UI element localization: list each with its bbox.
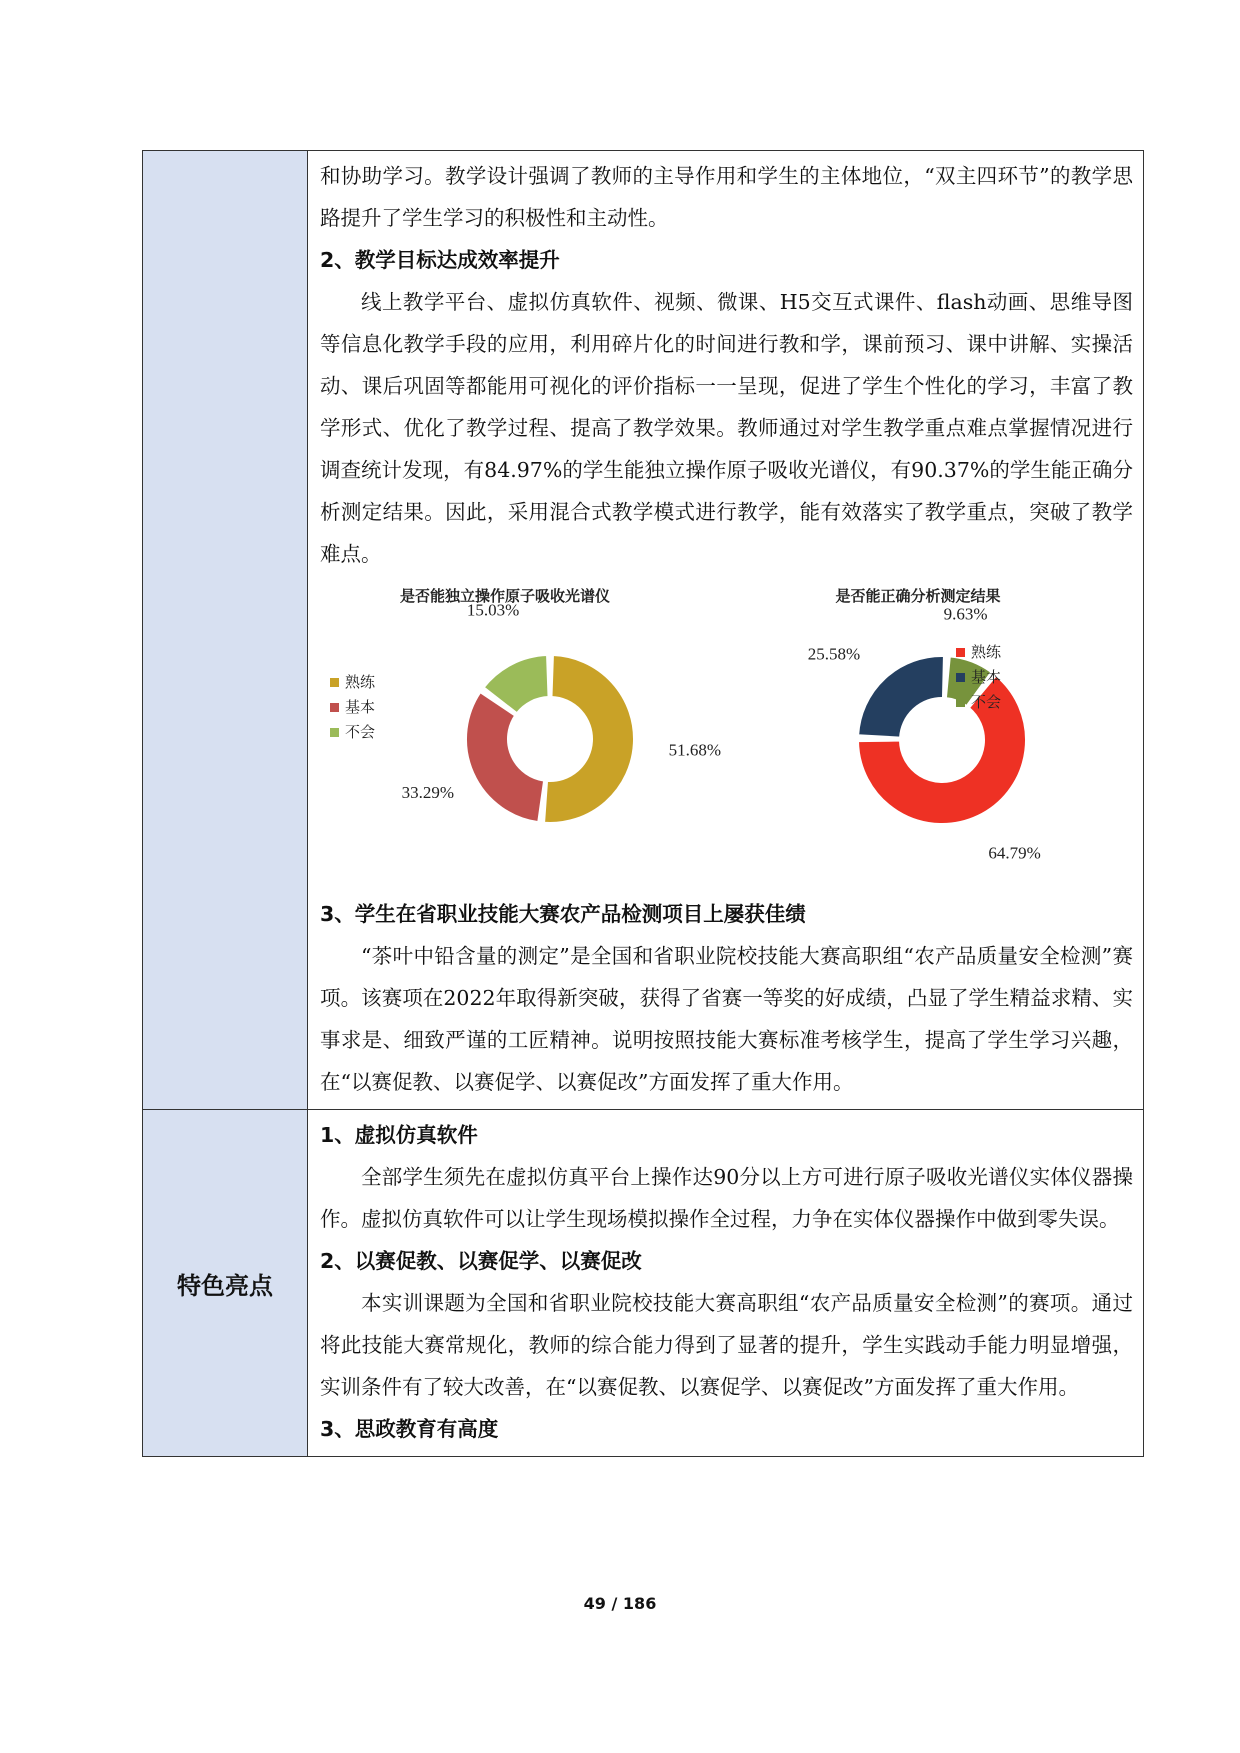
legend-swatch [956, 698, 965, 707]
donut-charts [320, 575, 1140, 893]
donut-slice-1 [544, 655, 634, 823]
slice-data-label: 15.03% [466, 600, 520, 620]
content-table [142, 150, 1144, 1457]
row-label-empty [143, 151, 308, 1110]
heading-virtual-sim: 1、虚拟仿真软件 [320, 1123, 478, 1147]
legend-entry: 不会 [345, 723, 376, 741]
chart-title: 是否能独立操作原子吸收光谱仪 [399, 587, 611, 605]
slice-data-label: 9.63% [943, 604, 988, 624]
paragraph-competition: “茶叶中铅含量的测定”是全国和省职业院校技能大赛高职组“农产品质量安全检测”赛项。该赛项在2022年取得新突破，获得了省赛一等奖的好成绩，凸显了学生精益求精、实事求是、细致严谨的工匠精神。说明按照技能大赛标准考核学生，提高了学生学习兴趣，在“以赛促教、以赛促学、以赛促改”方面发挥了重大作用。 [320, 944, 1133, 1094]
heading-competition: 3、学生在省职业技能大赛农产品检测项目上屡获佳绩 [320, 902, 806, 926]
charts-area [320, 575, 1133, 893]
heading-competition-driven: 2、以赛促教、以赛促学、以赛促改 [320, 1249, 642, 1273]
heading-teaching-goals: 2、教学目标达成效率提升 [320, 248, 560, 272]
chart-title: 是否能正确分析测定结果 [835, 587, 1001, 605]
highlights-content [308, 1110, 1144, 1457]
legend-swatch [956, 648, 965, 657]
table-row-highlights [143, 1110, 1144, 1457]
donut-slice-2 [858, 656, 944, 738]
paragraph-virtual-sim: 全部学生须先在虚拟仿真平台上操作达90分以上方可进行原子吸收光谱仪实体仪器操作。虚拟仿真软件可以让学生现场模拟操作全过程，力争在实体仪器操作中做到零失误。 [320, 1165, 1133, 1231]
highlights-label: 特色亮点 [177, 1271, 273, 1300]
legend-entry: 熟练 [345, 673, 376, 691]
row-label-highlights [143, 1110, 308, 1457]
slice-data-label: 25.58% [807, 644, 861, 664]
legend-entry: 基本 [345, 698, 376, 716]
slice-data-label: 64.79% [988, 843, 1041, 863]
paragraph-competition-driven: 本实训课题为全国和省职业院校技能大赛高职组“农产品质量安全检测”的赛项。通过将此技能大赛常规化，教师的综合能力得到了显著的提升，学生实践动手能力明显增强，实训条件有了较大改善，在“以赛促教、以赛促学、以赛促改”方面发挥了重大作用。 [320, 1291, 1133, 1399]
legend-swatch [330, 678, 339, 687]
legend-entry: 基本 [971, 668, 1002, 686]
donut-slice-2 [466, 692, 544, 822]
outcomes-content [308, 151, 1144, 1110]
table-row-outcomes [143, 151, 1144, 1110]
page-number: 49 / 186 [583, 1594, 657, 1613]
slice-data-label: 51.68% [668, 740, 722, 760]
legend-entry: 熟练 [971, 643, 1002, 661]
legend-swatch [330, 728, 339, 737]
legend-swatch [956, 673, 965, 682]
legend-swatch [330, 703, 339, 712]
paragraph-teaching-goals: 线上教学平台、虚拟仿真软件、视频、微课、H5交互式课件、flash动画、思维导图等信息化教学手段的应用，利用碎片化的时间进行教和学，课前预习、课中讲解、实操活动、课后巩固等都能用可视化的评价指标一一呈现，促进了学生个性化的学习，丰富了教学形式、优化了教学过程、提高了教学效果。教师通过对学生教学重点难点掌握情况进行调查统计发现，有84.97%的学生能独立操作原子吸收光谱仪，有90.37%的学生能正确分析测定结果。因此，采用混合式教学模式进行教学，能有效落实了教学重点，突破了教学难点。 [320, 290, 1133, 566]
paragraph-continued: 和协助学习。教学设计强调了教师的主导作用和学生的主体地位，“双主四环节”的教学思路提升了学生学习的积极性和主动性。 [320, 164, 1133, 230]
legend-entry: 不会 [971, 693, 1002, 711]
donut-chart-2 [808, 587, 1041, 863]
slice-data-label: 33.29% [401, 782, 455, 802]
donut-chart-1 [330, 587, 721, 823]
heading-ideology: 3、思政教育有高度 [320, 1417, 499, 1441]
